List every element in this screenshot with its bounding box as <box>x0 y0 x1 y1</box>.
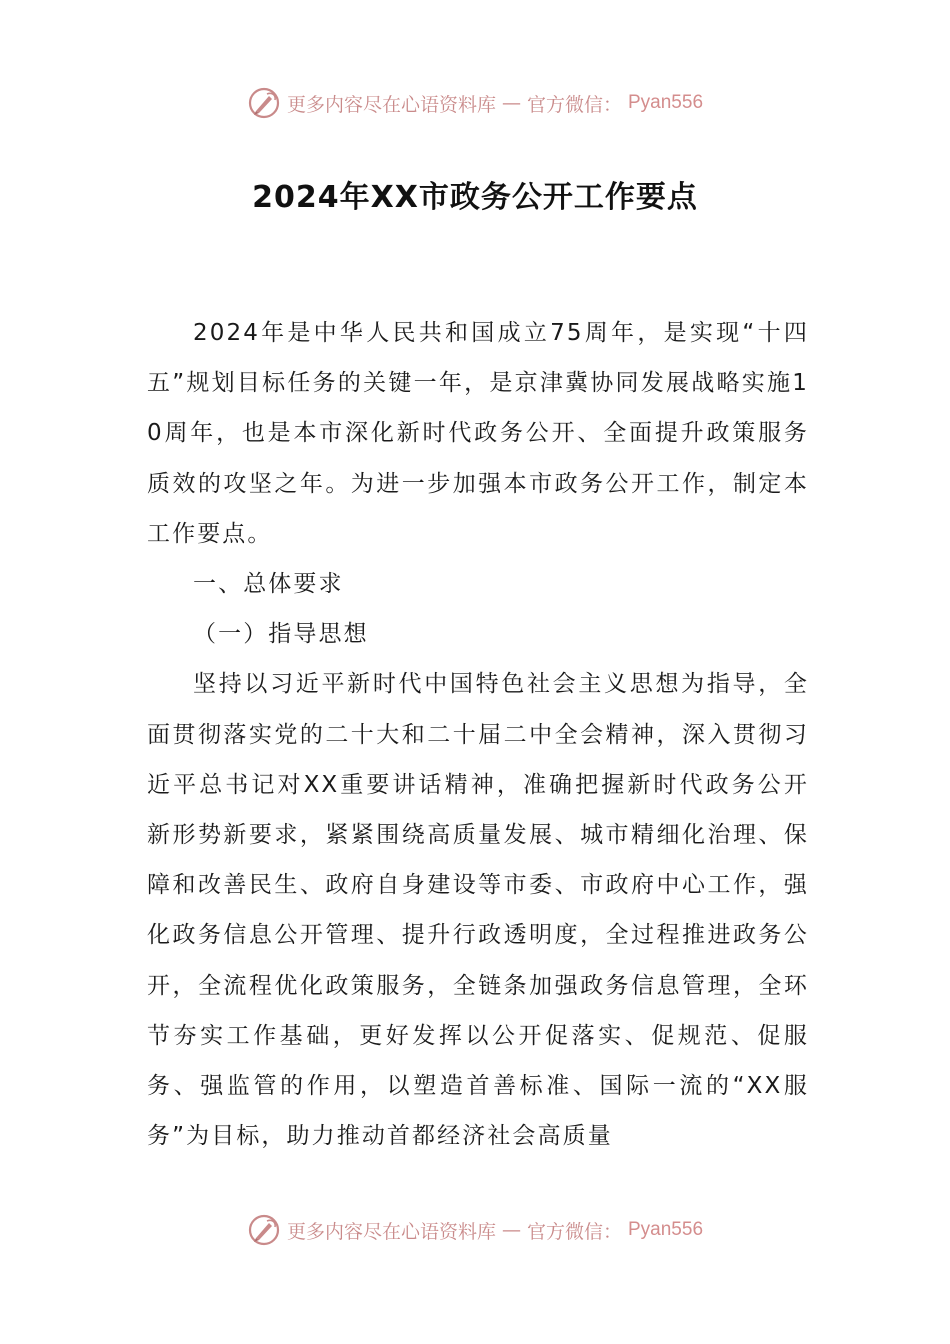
watermark-text: 更多内容尽在心语资料库 <box>286 93 496 116</box>
intro-paragraph: 2024年是中华人民共和国成立75周年，是实现“十四五”规划目标任务的关键一年，是京津冀协同发展战略实施10周年，也是本市深化新时代政务公开、全面提升政策服务质效的攻坚之年。为进一步加强本市政务公开工作，制定本工作要点。 <box>147 320 809 547</box>
document-body <box>147 308 809 1161</box>
section-heading: 一、总体要求 <box>193 571 344 598</box>
header-watermark <box>0 83 950 123</box>
subsection-heading: （一）指导思想 <box>193 621 369 648</box>
watermark-separator: — <box>501 1219 521 1241</box>
watermark-separator: — <box>501 92 521 114</box>
watermark-text: 更多内容尽在心语资料库 <box>286 1220 496 1243</box>
watermark-wechat-id: Pyan556 <box>628 1219 704 1240</box>
watermark-wechat-id: Pyan556 <box>628 92 704 113</box>
guiding-ideology-paragraph: 坚持以习近平新时代中国特色社会主义思想为指导，全面贯彻落实党的二十大和二十届二中全会精神，深入贯彻习近平总书记对XX重要讲话精神，准确把握新时代政务公开新形势新要求，紧紧围绕高质量发展、城市精细化治理、保障和改善民生、政府自身建设等市委、市政府中心工作，强化政务信息公开管理、提升行政透明度，全过程推进政务公开，全流程优化政策服务，全链条加强政务信息管理，全环节夯实工作基础，更好发挥以公开促落实、促规范、促服务、强监管的作用，以塑造首善标准、国际一流的“XX服务”为目标，助力推动首都经济社会高质量 <box>147 671 809 1150</box>
pen-logo-icon <box>247 86 281 120</box>
document-title: 2024年XX市政务公开工作要点 <box>252 180 698 215</box>
footer-watermark <box>0 1210 950 1250</box>
pen-logo-icon <box>247 1213 281 1247</box>
watermark-wechat-label: 官方微信： <box>526 93 622 116</box>
watermark-wechat-label: 官方微信： <box>526 1220 622 1243</box>
